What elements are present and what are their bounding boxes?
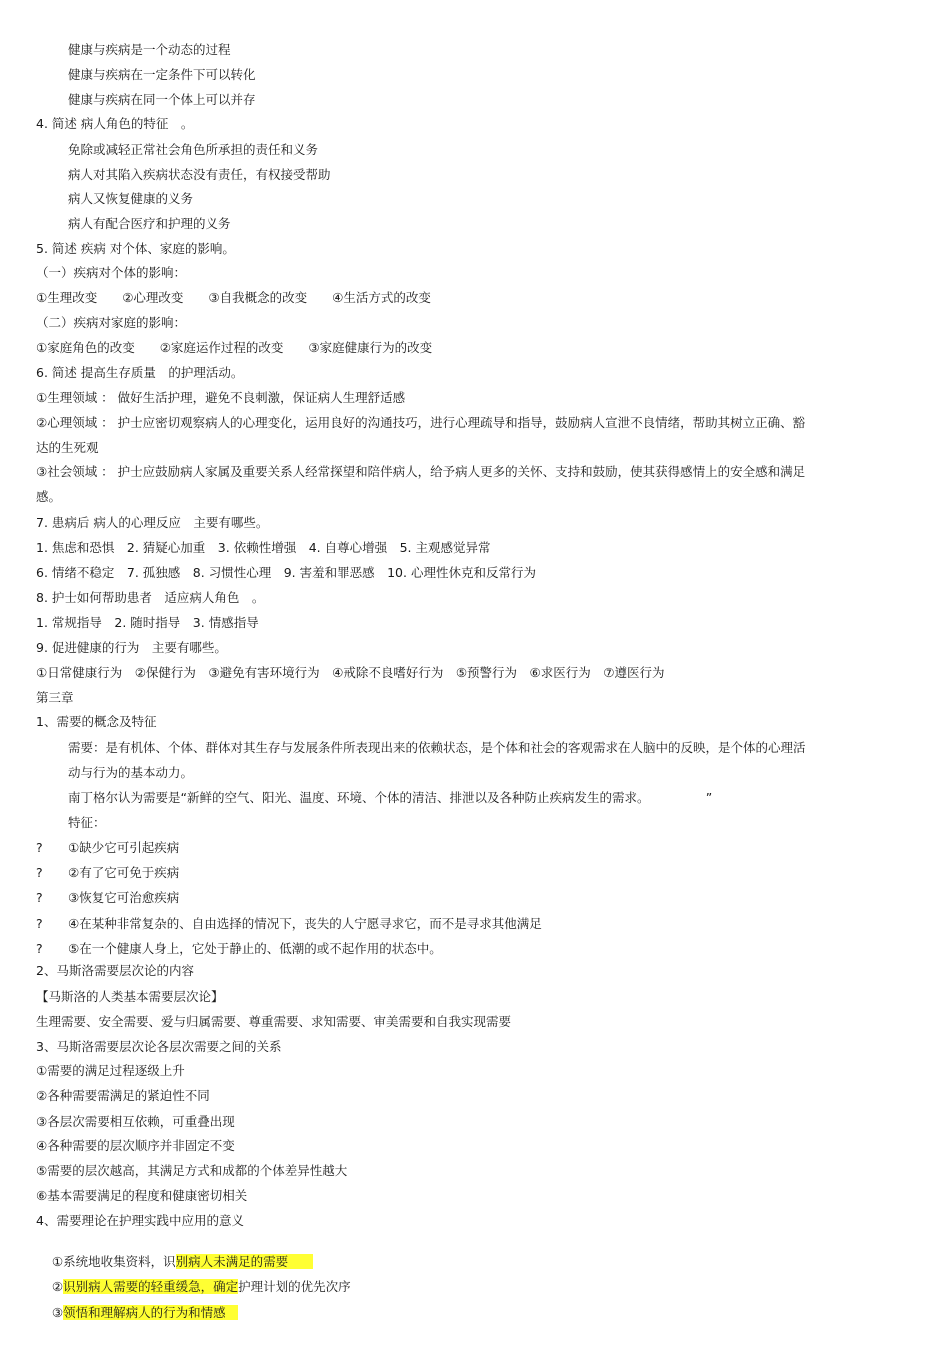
list-item: ①缺少它可引起疾病 (68, 840, 180, 855)
section-heading: 1、需要的概念及特征 (36, 714, 157, 729)
text-line: 南丁格尔认为需要是“新鲜的空气、阳光、温度、环境、个体的清洁、排泄以及各种防止疾病发生的需求。 ” (68, 790, 713, 805)
text-line: ②各种需要需满足的紧迫性不同 (36, 1088, 210, 1103)
text-line: ①生理改变 ②心理改变 ③自我概念的改变 ④生活方式的改变 (36, 290, 431, 305)
line-text: ①系统地收集资料，识 (51, 1254, 176, 1269)
text-line: 健康与疾病是一个动态的过程 (68, 42, 231, 57)
text-line: 【马斯洛的人类基本需要层次论】 (36, 989, 224, 1004)
section-heading: 4、需要理论在护理实践中应用的意义 (36, 1213, 244, 1228)
list-item: ⑤在一个健康人身上，它处于静止的、低潮的或不起作用的状态中。 (68, 941, 442, 956)
text-line: 病人有配合医疗和护理的义务 (68, 216, 231, 231)
text-line: 健康与疾病在同一个体上可以并存 (68, 92, 256, 107)
section-heading: 2、马斯洛需要层次论的内容 (36, 963, 194, 978)
text-line: 病人又恢复健康的义务 (68, 191, 194, 206)
question-heading: 5. 简述 疾病 对个体、家庭的影响。 (36, 241, 235, 256)
text-line: 病人对其陷入疾病状态没有责任，有权接受帮助 (68, 167, 331, 182)
highlight-mark: 领悟和理解病人的行为和情感 (63, 1305, 239, 1320)
bullet-marker: ? (36, 865, 43, 880)
highlight-mark: 别病人未满足的需要 (175, 1254, 314, 1269)
text-line: ③社会领域 ： 护士应鼓励病人家属及重要关系人经常探望和陪伴病人，给予病人更多的关怀、支持和鼓励，使其获得感情上的安全感和满足 (36, 464, 806, 479)
highlighted-line (36, 1289, 238, 1337)
text-line: 感。 (36, 489, 62, 504)
text-line: 健康与疾病在一定条件下可以转化 (68, 67, 256, 82)
bullet-marker: ? (36, 916, 43, 931)
question-heading: 6. 简述 提高生存质量 的护理活动。 (36, 365, 244, 380)
bullet-marker: ? (36, 890, 43, 905)
text-line: （二）疾病对家庭的影响： (36, 315, 187, 330)
question-heading: 7. 患病后 病人的心理反应 主要有哪些。 (36, 515, 269, 530)
list-item: ④在某种非常复杂的、自由选择的情况下，丧失的人宁愿寻求它，而不是寻求其他满足 (68, 916, 542, 931)
text-line: ①日常健康行为 ②保健行为 ③避免有害环境行为 ④戒除不良嗜好行为 ⑤预警行为 ⑥求医行为 ⑦遵医行为 (36, 665, 665, 680)
text-line: ①需要的满足过程逐级上升 (36, 1063, 185, 1078)
list-item: ②有了它可免于疾病 (68, 865, 180, 880)
line-text: ② (51, 1279, 64, 1294)
highlight-mark: 识别病人需要的轻重缓急，确定 (63, 1279, 239, 1294)
chapter-heading: 第三章 (36, 690, 74, 705)
question-heading: 8. 护士如何帮助患者 适应病人角色 。 (36, 590, 265, 605)
text-line: 免除或减轻正常社会角色所承担的责任和义务 (68, 142, 319, 157)
bullet-marker: ? (36, 941, 43, 956)
line-text: ③ (51, 1305, 64, 1320)
text-line: ⑤需要的层次越高，其满足方式和成都的个体差异性越大 (36, 1163, 348, 1178)
text-line: 需要：是有机体、个体、群体对其生存与发展条件所表现出来的依赖状态，是个体和社会的客观需求在人脑中的反映，是个体的心理活 (68, 740, 806, 755)
text-line: 特征： (68, 815, 106, 830)
line-text: 护理计划的优先次序 (238, 1279, 351, 1294)
question-heading: 9. 促进健康的行为 主要有哪些。 (36, 640, 227, 655)
text-line: ③各层次需要相互依赖，可重叠出现 (36, 1114, 235, 1129)
text-line: 生理需要、安全需要、爱与归属需要、尊重需要、求知需要、审美需要和自我实现需要 (36, 1014, 512, 1029)
question-heading: 4. 简述 病人角色的特征 。 (36, 116, 194, 131)
text-line: ⑥基本需要满足的程度和健康密切相关 (36, 1188, 248, 1203)
text-line: 1. 常规指导 2. 随时指导 3. 情感指导 (36, 615, 259, 630)
text-line: ④各种需要的层次顺序并非固定不变 (36, 1138, 235, 1153)
list-item: ③恢复它可治愈疾病 (68, 890, 180, 905)
text-line: 达的生死观 (36, 440, 99, 455)
text-line: ①家庭角色的改变 ②家庭运作过程的改变 ③家庭健康行为的改变 (36, 340, 433, 355)
text-line: 1. 焦虑和恐惧 2. 猜疑心加重 3. 依赖性增强 4. 自尊心增强 5. 主观感觉异常 (36, 540, 491, 555)
bullet-marker: ? (36, 840, 43, 855)
text-line: 6. 情绪不稳定 7. 孤独感 8. 习惯性心理 9. 害羞和罪恶感 10. 心理性休克和反常行为 (36, 565, 536, 580)
text-line: （一）疾病对个体的影响： (36, 265, 187, 280)
text-line: 动与行为的基本动力。 (68, 765, 194, 780)
text-line: ②心理领域 ： 护士应密切观察病人的心理变化，运用良好的沟通技巧，进行心理疏导和指导，鼓励病人宣泄不良情绪，帮助其树立正确、豁 (36, 415, 806, 430)
text-line: ①生理领域 ： 做好生活护理，避免不良刺激，保证病人生理舒适感 (36, 390, 406, 405)
section-heading: 3、马斯洛需要层次论各层次需要之间的关系 (36, 1039, 282, 1054)
